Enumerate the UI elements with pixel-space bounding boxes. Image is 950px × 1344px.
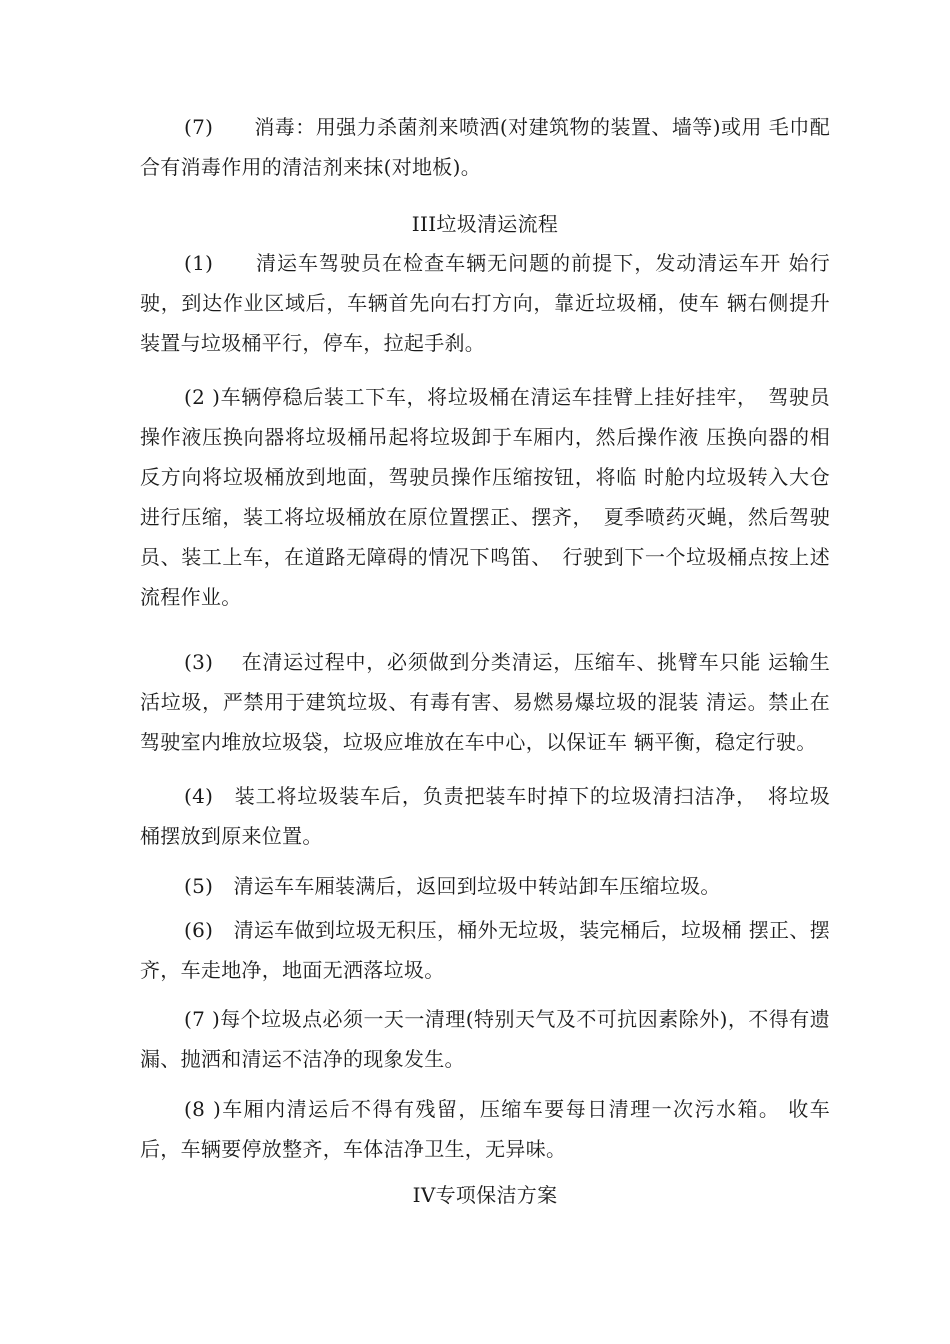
paragraph-disinfection: (7) 消毒：用强力杀菌剂来喷洒(对建筑物的装置、墙等)或用 毛巾配合有消毒作用的清洁剂来抹(对地板)。 — [140, 115, 830, 179]
section-heading-special-cleaning: IV专项保洁方案 — [412, 1183, 558, 1207]
paragraph-step-2: (2 )车辆停稳后装工下车，将垃圾桶在清运车挂臂上挂好挂牢， 驾驶员操作液压换向器将垃圾桶吊起将垃圾卸于车厢内，然后操作液 压换向器的相反方向将垃圾桶放到地面，驾驶员操作压缩按钮，将临 时舱内垃圾转入大仓进行压缩，装工将垃圾桶放在原位置摆正、摆齐， 夏季喷药灭蝇，然后驾驶员、装工上车，在道路无障碍的情况下鸣笛、 行驶到下一个垃圾桶点按上述流程作业。 — [140, 385, 830, 609]
section-heading-garbage-collection: III垃圾清运流程 — [411, 212, 559, 236]
paragraph-step-1: (1) 清运车驾驶员在检查车辆无问题的前提下，发动清运车开 始行驶，到达作业区域后，车辆首先向右打方向，靠近垃圾桶，使车 辆右侧提升装置与垃圾桶平行，停车，拉起手刹。 — [140, 251, 830, 355]
paragraph-step-4: (4) 装工将垃圾装车后，负责把装车时掉下的垃圾清扫洁净， 将垃圾桶摆放到原来位置。 — [140, 784, 830, 848]
paragraph-step-5: (5) 清运车车厢装满后，返回到垃圾中转站卸车压缩垃圾。 — [184, 874, 721, 898]
paragraph-step-6: (6) 清运车做到垃圾无积压，桶外无垃圾，装完桶后，垃圾桶 摆正、摆齐，车走地净，地面无洒落垃圾。 — [140, 918, 830, 982]
paragraph-step-3: (3) 在清运过程中，必须做到分类清运，压缩车、挑臂车只能 运输生活垃圾，严禁用于建筑垃圾、有毒有害、易燃易爆垃圾的混装 清运。禁止在驾驶室内堆放垃圾袋，垃圾应堆放在车中心，以保证车 辆平衡，稳定行驶。 — [140, 650, 830, 754]
paragraph-step-7: (7 )每个垃圾点必须一天一清理(特别天气及不可抗因素除外)，不得有遗漏、抛洒和清运不洁净的现象发生。 — [140, 1007, 830, 1071]
paragraph-step-8: (8 )车厢内清运后不得有残留，压缩车要每日清理一次污水箱。 收车后，车辆要停放整齐，车体洁净卫生，无异味。 — [140, 1097, 830, 1161]
